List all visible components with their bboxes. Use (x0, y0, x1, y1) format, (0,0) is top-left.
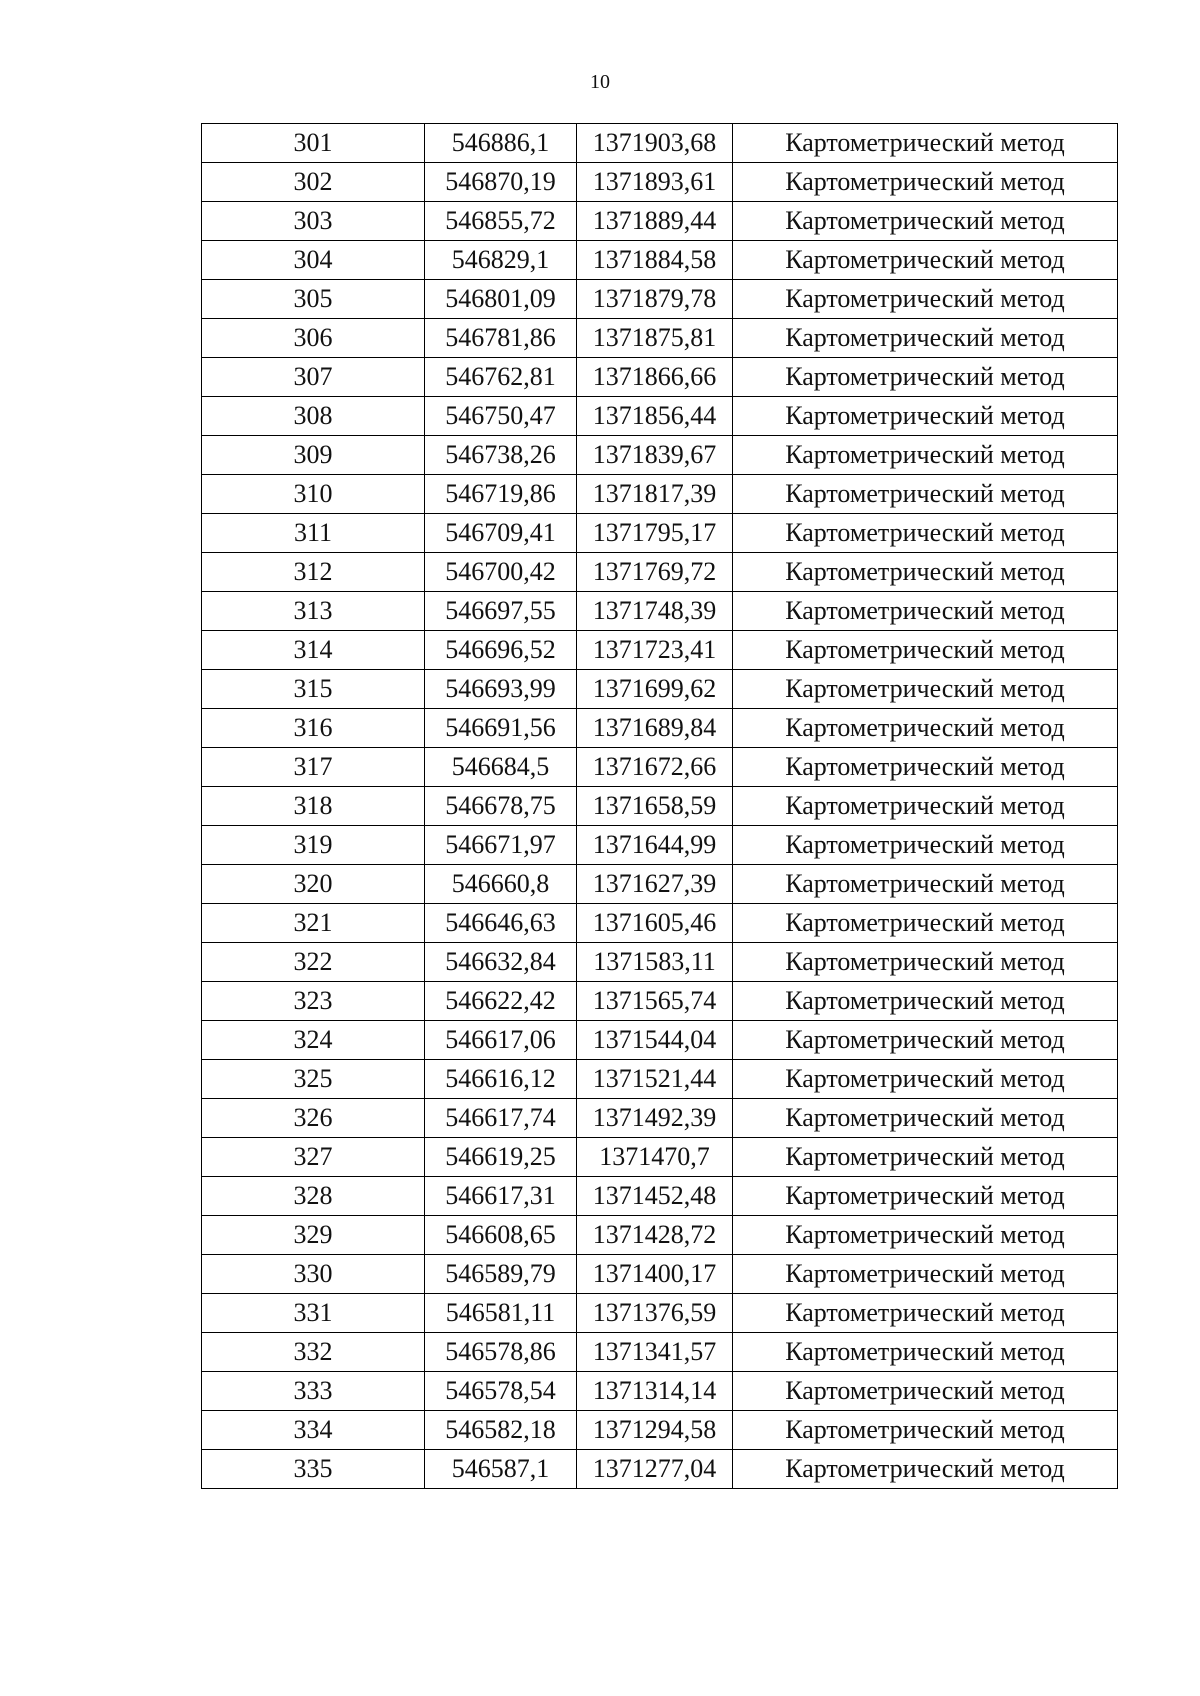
method-cell: Картометрический метод (733, 826, 1118, 865)
y-coordinate-cell: 1371376,59 (577, 1294, 733, 1333)
y-coordinate-cell: 1371400,17 (577, 1255, 733, 1294)
y-coordinate-cell: 1371817,39 (577, 475, 733, 514)
y-coordinate-cell: 1371672,66 (577, 748, 733, 787)
method-cell: Картометрический метод (733, 1138, 1118, 1177)
point-number-cell: 329 (202, 1216, 425, 1255)
point-number-cell: 305 (202, 280, 425, 319)
method-cell: Картометрический метод (733, 1060, 1118, 1099)
x-coordinate-cell: 546619,25 (425, 1138, 577, 1177)
table-row (202, 124, 1118, 163)
method-cell: Картометрический метод (733, 1021, 1118, 1060)
table-row (202, 1138, 1118, 1177)
method-cell: Картометрический метод (733, 553, 1118, 592)
method-cell: Картометрический метод (733, 787, 1118, 826)
x-coordinate-cell: 546693,99 (425, 670, 577, 709)
point-number-cell: 322 (202, 943, 425, 982)
point-number-cell: 334 (202, 1411, 425, 1450)
table-row (202, 1255, 1118, 1294)
y-coordinate-cell: 1371521,44 (577, 1060, 733, 1099)
point-number-cell: 313 (202, 592, 425, 631)
method-cell: Картометрический метод (733, 1450, 1118, 1489)
table-row (202, 592, 1118, 631)
point-number-cell: 320 (202, 865, 425, 904)
x-coordinate-cell: 546696,52 (425, 631, 577, 670)
x-coordinate-cell: 546646,63 (425, 904, 577, 943)
point-number-cell: 303 (202, 202, 425, 241)
method-cell: Картометрический метод (733, 241, 1118, 280)
point-number-cell: 321 (202, 904, 425, 943)
table-row (202, 631, 1118, 670)
y-coordinate-cell: 1371644,99 (577, 826, 733, 865)
table-row (202, 1021, 1118, 1060)
y-coordinate-cell: 1371544,04 (577, 1021, 733, 1060)
table-row (202, 241, 1118, 280)
y-coordinate-cell: 1371795,17 (577, 514, 733, 553)
point-number-cell: 304 (202, 241, 425, 280)
x-coordinate-cell: 546617,31 (425, 1177, 577, 1216)
y-coordinate-cell: 1371658,59 (577, 787, 733, 826)
method-cell: Картометрический метод (733, 1411, 1118, 1450)
x-coordinate-cell: 546678,75 (425, 787, 577, 826)
x-coordinate-cell: 546829,1 (425, 241, 577, 280)
method-cell: Картометрический метод (733, 631, 1118, 670)
y-coordinate-cell: 1371470,7 (577, 1138, 733, 1177)
point-number-cell: 333 (202, 1372, 425, 1411)
table-row (202, 709, 1118, 748)
method-cell: Картометрический метод (733, 163, 1118, 202)
point-number-cell: 310 (202, 475, 425, 514)
table-row (202, 1099, 1118, 1138)
table-row (202, 1411, 1118, 1450)
table-row (202, 748, 1118, 787)
point-number-cell: 335 (202, 1450, 425, 1489)
coordinates-table (201, 123, 1118, 1489)
method-cell: Картометрический метод (733, 436, 1118, 475)
point-number-cell: 306 (202, 319, 425, 358)
point-number-cell: 319 (202, 826, 425, 865)
method-cell: Картометрический метод (733, 1216, 1118, 1255)
y-coordinate-cell: 1371856,44 (577, 397, 733, 436)
point-number-cell: 325 (202, 1060, 425, 1099)
point-number-cell: 308 (202, 397, 425, 436)
table-row (202, 826, 1118, 865)
x-coordinate-cell: 546684,5 (425, 748, 577, 787)
point-number-cell: 309 (202, 436, 425, 475)
x-coordinate-cell: 546582,18 (425, 1411, 577, 1450)
y-coordinate-cell: 1371884,58 (577, 241, 733, 280)
table-row (202, 280, 1118, 319)
x-coordinate-cell: 546691,56 (425, 709, 577, 748)
method-cell: Картометрический метод (733, 124, 1118, 163)
method-cell: Картометрический метод (733, 865, 1118, 904)
point-number-cell: 328 (202, 1177, 425, 1216)
x-coordinate-cell: 546616,12 (425, 1060, 577, 1099)
y-coordinate-cell: 1371627,39 (577, 865, 733, 904)
x-coordinate-cell: 546855,72 (425, 202, 577, 241)
table-row (202, 163, 1118, 202)
method-cell: Картометрический метод (733, 1099, 1118, 1138)
table-row (202, 865, 1118, 904)
method-cell: Картометрический метод (733, 397, 1118, 436)
x-coordinate-cell: 546581,11 (425, 1294, 577, 1333)
x-coordinate-cell: 546719,86 (425, 475, 577, 514)
y-coordinate-cell: 1371723,41 (577, 631, 733, 670)
method-cell: Картометрический метод (733, 514, 1118, 553)
table-row (202, 1216, 1118, 1255)
table-row (202, 319, 1118, 358)
method-cell: Картометрический метод (733, 475, 1118, 514)
point-number-cell: 326 (202, 1099, 425, 1138)
y-coordinate-cell: 1371699,62 (577, 670, 733, 709)
y-coordinate-cell: 1371452,48 (577, 1177, 733, 1216)
x-coordinate-cell: 546617,06 (425, 1021, 577, 1060)
table-row (202, 553, 1118, 592)
point-number-cell: 317 (202, 748, 425, 787)
table-row (202, 1450, 1118, 1489)
y-coordinate-cell: 1371889,44 (577, 202, 733, 241)
method-cell: Картометрический метод (733, 319, 1118, 358)
method-cell: Картометрический метод (733, 943, 1118, 982)
y-coordinate-cell: 1371492,39 (577, 1099, 733, 1138)
table-row (202, 397, 1118, 436)
y-coordinate-cell: 1371341,57 (577, 1333, 733, 1372)
method-cell: Картометрический метод (733, 982, 1118, 1021)
y-coordinate-cell: 1371428,72 (577, 1216, 733, 1255)
y-coordinate-cell: 1371277,04 (577, 1450, 733, 1489)
y-coordinate-cell: 1371748,39 (577, 592, 733, 631)
x-coordinate-cell: 546700,42 (425, 553, 577, 592)
table-row (202, 1060, 1118, 1099)
point-number-cell: 312 (202, 553, 425, 592)
table-row (202, 475, 1118, 514)
y-coordinate-cell: 1371583,11 (577, 943, 733, 982)
point-number-cell: 316 (202, 709, 425, 748)
point-number-cell: 311 (202, 514, 425, 553)
table-row (202, 202, 1118, 241)
method-cell: Картометрический метод (733, 358, 1118, 397)
method-cell: Картометрический метод (733, 748, 1118, 787)
point-number-cell: 301 (202, 124, 425, 163)
x-coordinate-cell: 546578,54 (425, 1372, 577, 1411)
y-coordinate-cell: 1371893,61 (577, 163, 733, 202)
table-row (202, 982, 1118, 1021)
table-row (202, 514, 1118, 553)
point-number-cell: 315 (202, 670, 425, 709)
table-row (202, 943, 1118, 982)
table-row (202, 787, 1118, 826)
point-number-cell: 302 (202, 163, 425, 202)
point-number-cell: 332 (202, 1333, 425, 1372)
y-coordinate-cell: 1371875,81 (577, 319, 733, 358)
x-coordinate-cell: 546886,1 (425, 124, 577, 163)
point-number-cell: 331 (202, 1294, 425, 1333)
table-row (202, 436, 1118, 475)
x-coordinate-cell: 546632,84 (425, 943, 577, 982)
x-coordinate-cell: 546801,09 (425, 280, 577, 319)
y-coordinate-cell: 1371903,68 (577, 124, 733, 163)
y-coordinate-cell: 1371866,66 (577, 358, 733, 397)
y-coordinate-cell: 1371565,74 (577, 982, 733, 1021)
x-coordinate-cell: 546622,42 (425, 982, 577, 1021)
method-cell: Картометрический метод (733, 280, 1118, 319)
x-coordinate-cell: 546578,86 (425, 1333, 577, 1372)
x-coordinate-cell: 546587,1 (425, 1450, 577, 1489)
x-coordinate-cell: 546750,47 (425, 397, 577, 436)
x-coordinate-cell: 546660,8 (425, 865, 577, 904)
table-row (202, 358, 1118, 397)
x-coordinate-cell: 546762,81 (425, 358, 577, 397)
point-number-cell: 318 (202, 787, 425, 826)
x-coordinate-cell: 546870,19 (425, 163, 577, 202)
y-coordinate-cell: 1371605,46 (577, 904, 733, 943)
method-cell: Картометрический метод (733, 670, 1118, 709)
point-number-cell: 324 (202, 1021, 425, 1060)
x-coordinate-cell: 546617,74 (425, 1099, 577, 1138)
table-row (202, 1294, 1118, 1333)
method-cell: Картометрический метод (733, 202, 1118, 241)
method-cell: Картометрический метод (733, 1177, 1118, 1216)
x-coordinate-cell: 546709,41 (425, 514, 577, 553)
point-number-cell: 323 (202, 982, 425, 1021)
table-row (202, 1177, 1118, 1216)
page-number: 10 (590, 71, 610, 93)
table-row (202, 1333, 1118, 1372)
x-coordinate-cell: 546608,65 (425, 1216, 577, 1255)
x-coordinate-cell: 546738,26 (425, 436, 577, 475)
method-cell: Картометрический метод (733, 904, 1118, 943)
point-number-cell: 327 (202, 1138, 425, 1177)
point-number-cell: 307 (202, 358, 425, 397)
table-row (202, 670, 1118, 709)
point-number-cell: 314 (202, 631, 425, 670)
y-coordinate-cell: 1371769,72 (577, 553, 733, 592)
method-cell: Картометрический метод (733, 1372, 1118, 1411)
method-cell: Картометрический метод (733, 1333, 1118, 1372)
coordinates-table-body (202, 124, 1118, 1489)
y-coordinate-cell: 1371294,58 (577, 1411, 733, 1450)
y-coordinate-cell: 1371879,78 (577, 280, 733, 319)
method-cell: Картометрический метод (733, 592, 1118, 631)
x-coordinate-cell: 546697,55 (425, 592, 577, 631)
method-cell: Картометрический метод (733, 709, 1118, 748)
y-coordinate-cell: 1371689,84 (577, 709, 733, 748)
x-coordinate-cell: 546589,79 (425, 1255, 577, 1294)
y-coordinate-cell: 1371314,14 (577, 1372, 733, 1411)
x-coordinate-cell: 546781,86 (425, 319, 577, 358)
x-coordinate-cell: 546671,97 (425, 826, 577, 865)
table-row (202, 904, 1118, 943)
method-cell: Картометрический метод (733, 1294, 1118, 1333)
y-coordinate-cell: 1371839,67 (577, 436, 733, 475)
table-row (202, 1372, 1118, 1411)
point-number-cell: 330 (202, 1255, 425, 1294)
method-cell: Картометрический метод (733, 1255, 1118, 1294)
